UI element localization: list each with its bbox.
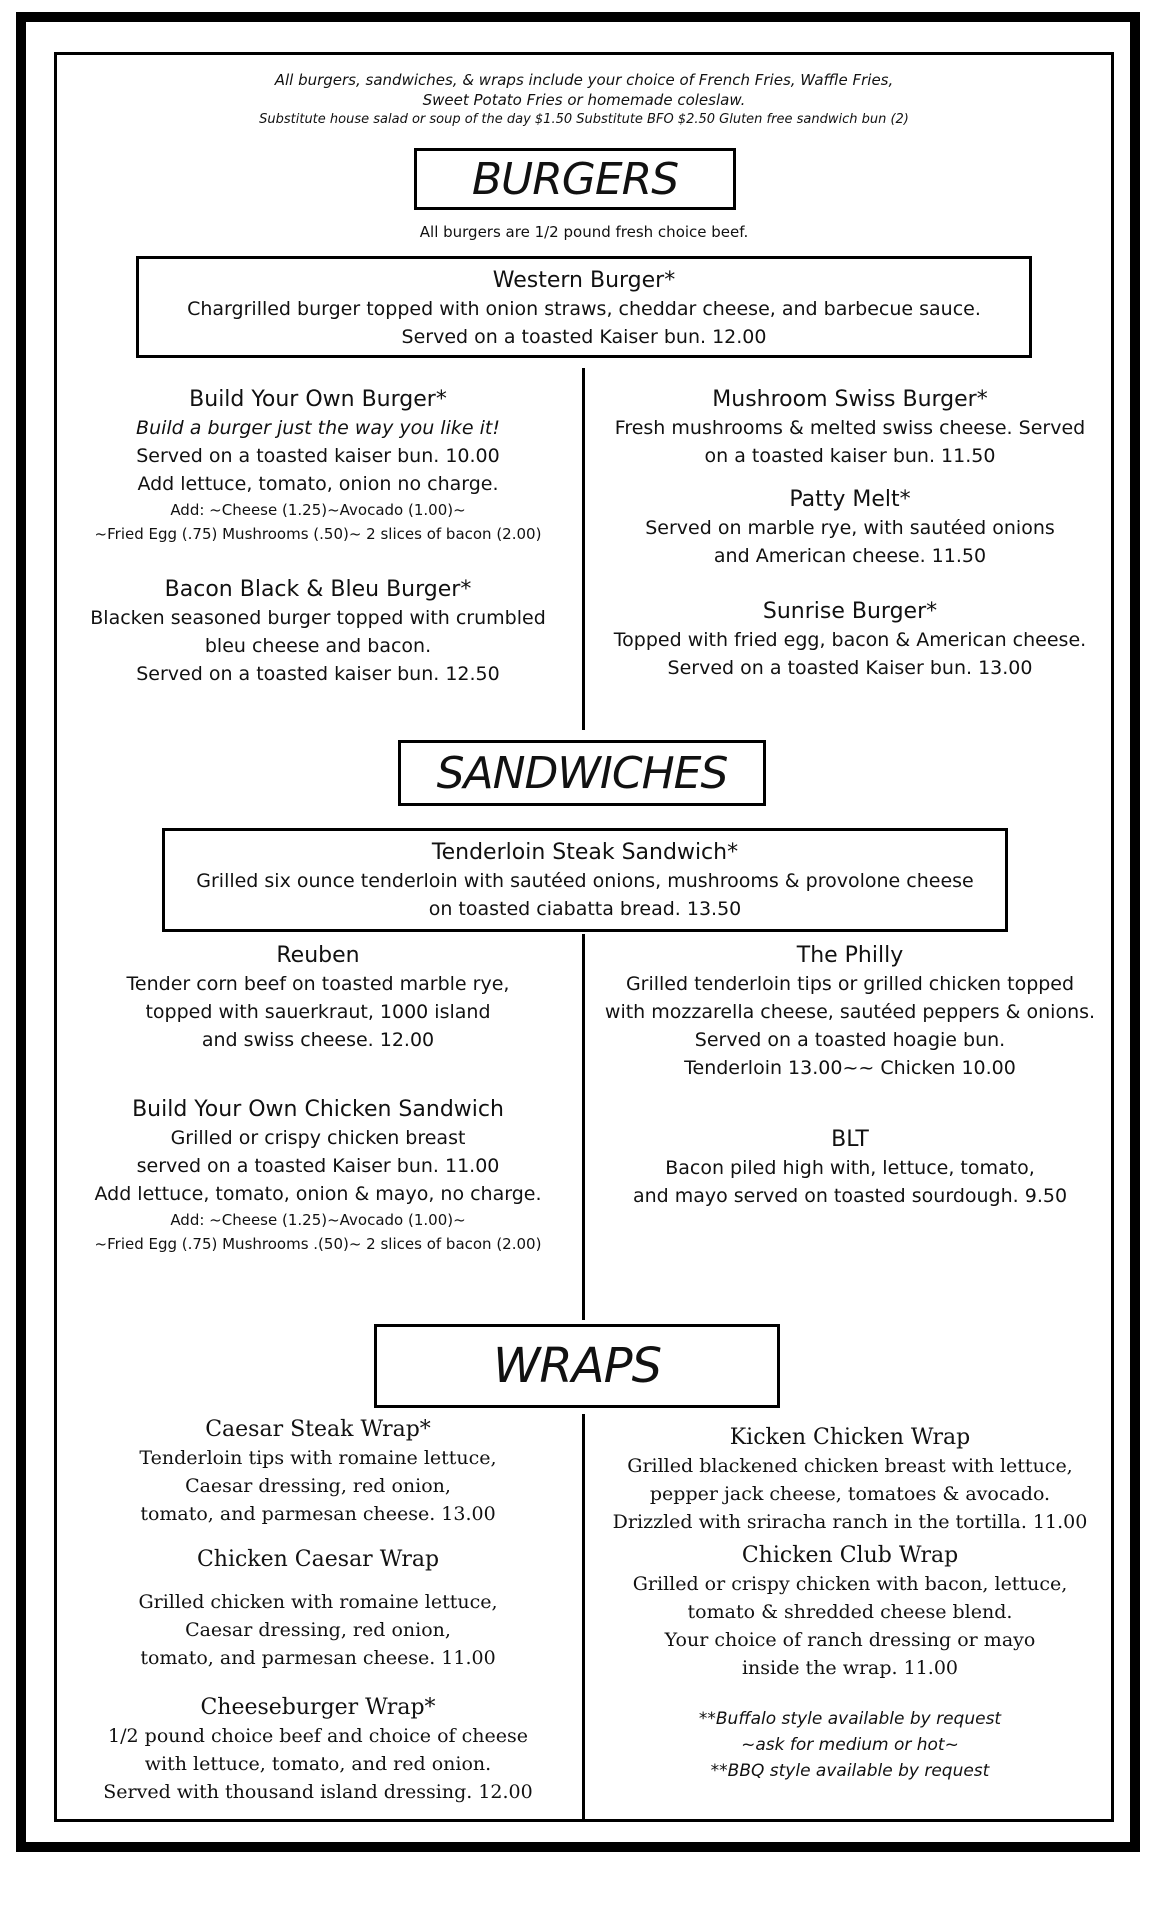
- burgers-heading: BURGERS: [414, 148, 736, 210]
- item-build-your-own-chicken-sandwich: [58, 1096, 578, 1256]
- note-line: ~ask for medium or hot~: [741, 1735, 959, 1755]
- burgers-divider: [582, 368, 585, 730]
- item-title: Sunrise Burger*: [762, 599, 938, 624]
- item-line: 1/2 pound choice beef and choice of cheese: [108, 1725, 528, 1747]
- item-title: Tenderloin Steak Sandwich*: [431, 840, 739, 865]
- item-line: tomato & shredded cheese blend.: [687, 1601, 1013, 1623]
- item-line: Tender corn beef on toasted marble rye,: [126, 973, 510, 995]
- item-line: Grilled tenderloin tips or grilled chicken topped: [625, 973, 1075, 995]
- item-line: Bacon piled high with, lettuce, tomato,: [665, 1157, 1035, 1179]
- item-title: Cheeseburger Wrap*: [200, 1695, 436, 1720]
- burgers-subtitle: All burgers are 1/2 pound fresh choice beef.: [419, 223, 749, 241]
- item-line: Your choice of ranch dressing or mayo: [664, 1629, 1036, 1651]
- item-line: bleu cheese and bacon.: [204, 635, 432, 657]
- intro-line-1: All burgers, sandwiches, & wraps include your choice of French Fries, Waffle Fries,: [274, 71, 894, 89]
- item-caesar-steak-wrap: [58, 1416, 578, 1528]
- item-chicken-caesar-wrap: [58, 1546, 578, 1672]
- item-title: Chicken Club Wrap: [741, 1543, 959, 1568]
- item-title: Build Your Own Chicken Sandwich: [132, 1097, 504, 1122]
- item-title: Reuben: [276, 943, 360, 968]
- item-title: Western Burger*: [492, 268, 676, 293]
- item-title: Caesar Steak Wrap*: [205, 1417, 431, 1442]
- item-title: Kicken Chicken Wrap: [729, 1425, 971, 1450]
- item-the-philly: [588, 942, 1112, 1082]
- item-line: inside the wrap. 11.00: [741, 1657, 959, 1679]
- item-line: topped with sauerkraut, 1000 island: [145, 1001, 491, 1023]
- item-line: Served on a toasted Kaiser bun. 13.00: [667, 657, 1033, 679]
- item-title: The Philly: [796, 943, 904, 968]
- item-line: served on a toasted Kaiser bun. 11.00: [136, 1155, 500, 1177]
- item-line: tomato, and parmesan cheese. 11.00: [140, 1647, 496, 1669]
- item-title: Build Your Own Burger*: [189, 387, 447, 412]
- item-line: Tenderloin tips with romaine lettuce,: [139, 1447, 497, 1469]
- item-line: and American cheese. 11.50: [713, 545, 987, 567]
- item-kicken-chicken-wrap: [588, 1424, 1112, 1536]
- item-line: Served on a toasted Kaiser bun. 12.00: [401, 326, 767, 348]
- item-line: Served with thousand island dressing. 12.00: [103, 1781, 533, 1803]
- item-line: Grilled chicken with romaine lettuce,: [138, 1591, 498, 1613]
- intro-note: [54, 70, 1114, 130]
- item-bacon-black-bleu-burger: [58, 576, 578, 688]
- item-title: Patty Melt*: [789, 487, 911, 512]
- item-sunrise-burger: [588, 598, 1112, 682]
- item-line: Grilled or crispy chicken breast: [170, 1127, 466, 1149]
- item-tagline: Build a burger just the way you like it!: [136, 417, 500, 439]
- item-line: Served on marble rye, with sautéed onions: [645, 517, 1055, 539]
- item-line: pepper jack cheese, tomatoes & avocado.: [649, 1483, 1051, 1505]
- item-line: Grilled or crispy chicken with bacon, lettuce,: [632, 1573, 1068, 1595]
- item-addon: ~Fried Egg (.75) Mushrooms .(50)~ 2 slices of bacon (2.00): [94, 1235, 542, 1253]
- item-line: Served on a toasted kaiser bun. 10.00: [136, 445, 500, 467]
- featured-tenderloin-steak-sandwich: [162, 828, 1008, 932]
- item-chicken-club-wrap: [588, 1542, 1112, 1682]
- sandwiches-heading: SANDWICHES: [398, 740, 766, 806]
- featured-western-burger: [136, 256, 1032, 358]
- note-line: **Buffalo style available by request: [698, 1709, 1002, 1729]
- item-patty-melt: [588, 486, 1112, 570]
- item-line: Add lettuce, tomato, onion & mayo, no charge.: [94, 1183, 542, 1205]
- item-line: Served on a toasted kaiser bun. 12.50: [136, 663, 500, 685]
- sandwiches-divider: [582, 934, 585, 1320]
- item-line: and swiss cheese. 12.00: [201, 1029, 435, 1051]
- note-line: **BBQ style available by request: [710, 1761, 990, 1781]
- item-line: Grilled blackened chicken breast with lettuce,: [627, 1455, 1073, 1477]
- intro-line-3: Substitute house salad or soup of the day $1.50 Substitute BFO $2.50 Gluten free sandwich bun (2): [259, 112, 909, 127]
- item-line: with lettuce, tomato, and red onion.: [144, 1753, 492, 1775]
- item-line: tomato, and parmesan cheese. 13.00: [140, 1503, 496, 1525]
- item-title: Chicken Caesar Wrap: [196, 1547, 440, 1572]
- item-cheeseburger-wrap: [58, 1694, 578, 1806]
- item-title: Bacon Black & Bleu Burger*: [164, 577, 472, 602]
- item-line: Fresh mushrooms & melted swiss cheese. Served: [614, 417, 1086, 439]
- item-line: on a toasted kaiser bun. 11.50: [704, 445, 996, 467]
- item-title: Mushroom Swiss Burger*: [712, 387, 988, 412]
- item-reuben: [58, 942, 578, 1054]
- item-line: Topped with fried egg, bacon & American cheese.: [613, 629, 1087, 651]
- wraps-heading: WRAPS: [374, 1324, 780, 1408]
- item-addon: Add: ~Cheese (1.25)~Avocado (1.00)~: [170, 501, 466, 519]
- item-line: Caesar dressing, red onion,: [185, 1475, 451, 1497]
- wraps-divider: [582, 1414, 585, 1822]
- item-line: Grilled six ounce tenderloin with sautéed onions, mushrooms & provolone cheese: [196, 870, 974, 892]
- item-title: BLT: [831, 1127, 869, 1152]
- item-blt: [588, 1126, 1112, 1210]
- item-line: on toasted ciabatta bread. 13.50: [428, 898, 742, 920]
- item-line: Chargrilled burger topped with onion straws, cheddar cheese, and barbecue sauce.: [187, 298, 981, 320]
- item-addon: Add: ~Cheese (1.25)~Avocado (1.00)~: [170, 1211, 466, 1229]
- wraps-style-notes: [588, 1706, 1112, 1784]
- item-line: and mayo served on toasted sourdough. 9.50: [632, 1185, 1068, 1207]
- intro-line-2: Sweet Potato Fries or homemade coleslaw.: [422, 91, 746, 109]
- item-addon: ~Fried Egg (.75) Mushrooms (.50)~ 2 slices of bacon (2.00): [94, 525, 542, 543]
- item-line: Add lettuce, tomato, onion no charge.: [137, 473, 499, 495]
- item-line: Drizzled with sriracha ranch in the tortilla. 11.00: [612, 1511, 1088, 1533]
- item-line: Tenderloin 13.00~~ Chicken 10.00: [684, 1057, 1016, 1079]
- item-line: Caesar dressing, red onion,: [185, 1619, 451, 1641]
- item-build-your-own-burger: [58, 386, 578, 546]
- item-line: Blacken seasoned burger topped with crumbled: [90, 607, 546, 629]
- item-mushroom-swiss-burger: [588, 386, 1112, 470]
- item-line: with mozzarella cheese, sautéed peppers & onions.: [604, 1001, 1096, 1023]
- item-line: Served on a toasted hoagie bun.: [694, 1029, 1006, 1051]
